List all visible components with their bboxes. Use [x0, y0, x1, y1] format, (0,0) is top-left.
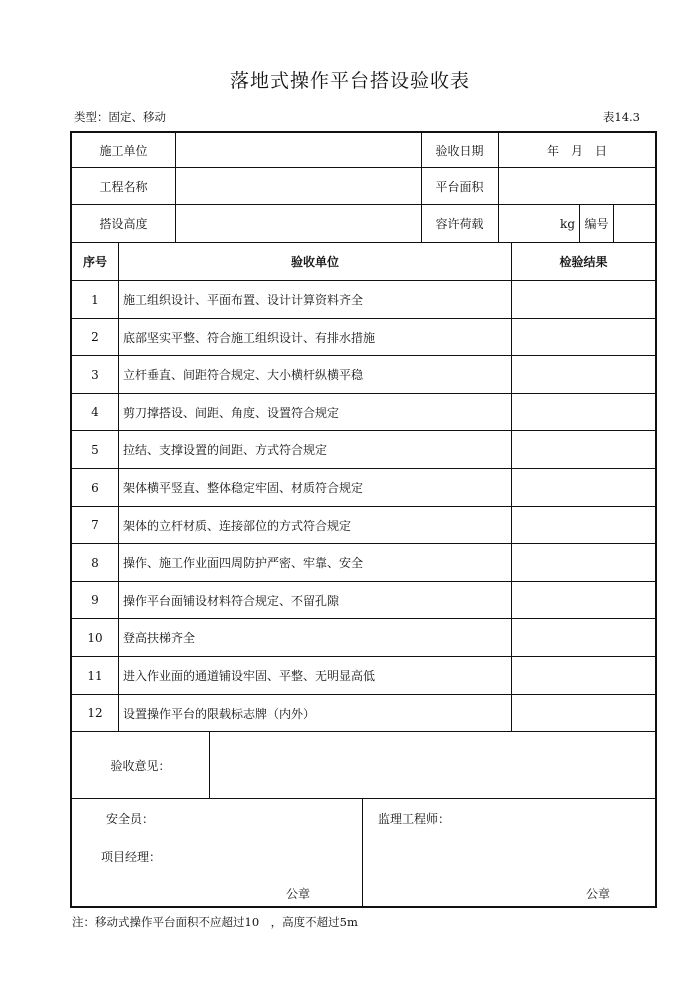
project-name-label: 工程名称 [99, 179, 148, 194]
row-number: 5 [91, 442, 99, 457]
page-title: 落地式操作平台搭设验收表 [229, 70, 470, 92]
safety-officer-label: 安全员： [106, 812, 155, 826]
row-number: 3 [91, 367, 99, 382]
row-item: 底部坚实平整、符合施工组织设计、有排水措施 [123, 330, 376, 345]
row-item: 操作、施工作业面四周防护严密、牢靠、安全 [123, 556, 364, 570]
row-item: 架体横平竖直、整体稳定牢固、材质符合规定 [123, 481, 364, 495]
footnote: 注：移动式操作平台面积不应超过10 ，高度不超过5m [72, 915, 358, 929]
erection-height-field[interactable] [176, 205, 421, 242]
row-number: 4 [91, 405, 99, 419]
supervisor-label: 监理工程师： [378, 812, 451, 826]
row-number: 11 [87, 668, 103, 683]
row-number: 2 [91, 330, 99, 344]
divider [72, 798, 655, 799]
opinion-field[interactable] [210, 733, 655, 798]
row-number: 8 [91, 555, 99, 570]
col-no-header: 序号 [82, 255, 107, 269]
row-result-field[interactable] [512, 695, 655, 731]
divider [362, 798, 363, 906]
row-number: 12 [87, 706, 103, 720]
row-result-field[interactable] [512, 431, 655, 468]
allowable-load-field[interactable] [499, 205, 579, 242]
row-item: 施工组织设计、平面布置、设计计算资料齐全 [123, 293, 364, 307]
opinion-label: 验收意见： [110, 759, 171, 773]
divider [72, 731, 655, 732]
acceptance-date-field[interactable]: 年 月 日 [546, 143, 607, 158]
platform-area-label: 平台面积 [435, 179, 484, 194]
seal-left: 公章 [286, 887, 311, 901]
row-number: 10 [87, 630, 103, 645]
erection-height-label: 搭设高度 [99, 217, 148, 231]
allowable-load-label: 容许荷载 [435, 217, 484, 231]
row-number: 9 [91, 593, 99, 607]
row-result-field[interactable] [512, 319, 655, 355]
row-result-field[interactable] [512, 657, 655, 694]
row-number: 1 [91, 292, 99, 307]
row-item: 设置操作平台的限载标志牌（内外） [123, 706, 316, 721]
project-name-field[interactable] [176, 168, 421, 204]
number-field[interactable] [614, 205, 655, 242]
row-item: 操作平台面铺设材料符合规定、不留孔隙 [123, 593, 340, 608]
col-result-header: 检验结果 [559, 255, 608, 269]
form-number: 表14.3 [602, 110, 640, 124]
row-result-field[interactable] [512, 619, 655, 656]
col-item-header: 验收单位 [290, 255, 339, 269]
row-item: 登高扶梯齐全 [123, 631, 196, 645]
construction-unit-field[interactable] [176, 133, 421, 167]
row-item: 立杆垂直、间距符合规定、大小横杆纵横平稳 [123, 368, 364, 382]
row-result-field[interactable] [512, 469, 655, 506]
row-result-field[interactable] [512, 394, 655, 430]
row-result-field[interactable] [512, 507, 655, 543]
row-item: 架体的立杆材质、连接部位的方式符合规定 [123, 518, 352, 533]
project-manager-label: 项目经理： [101, 850, 162, 864]
number-label: 编号 [584, 217, 609, 231]
row-number: 7 [91, 518, 99, 532]
row-number: 6 [91, 480, 99, 495]
row-item: 进入作业面的通道铺设牢固、平整、无明显高低 [123, 669, 376, 683]
seal-right: 公章 [586, 887, 611, 901]
row-item: 剪刀撑搭设、间距、角度、设置符合规定 [123, 405, 340, 420]
row-item: 拉结、支撑设置的间距、方式符合规定 [123, 443, 328, 457]
row-result-field[interactable] [512, 281, 655, 318]
row-result-field[interactable] [512, 582, 655, 618]
acceptance-form [70, 131, 657, 908]
platform-area-field[interactable] [499, 168, 655, 204]
row-result-field[interactable] [512, 356, 655, 393]
acceptance-date-label: 验收日期 [435, 143, 484, 158]
type-label: 类型：固定、移动 [74, 110, 166, 124]
load-unit: kg [560, 216, 575, 231]
construction-unit-label: 施工单位 [99, 143, 148, 158]
row-result-field[interactable] [512, 544, 655, 581]
